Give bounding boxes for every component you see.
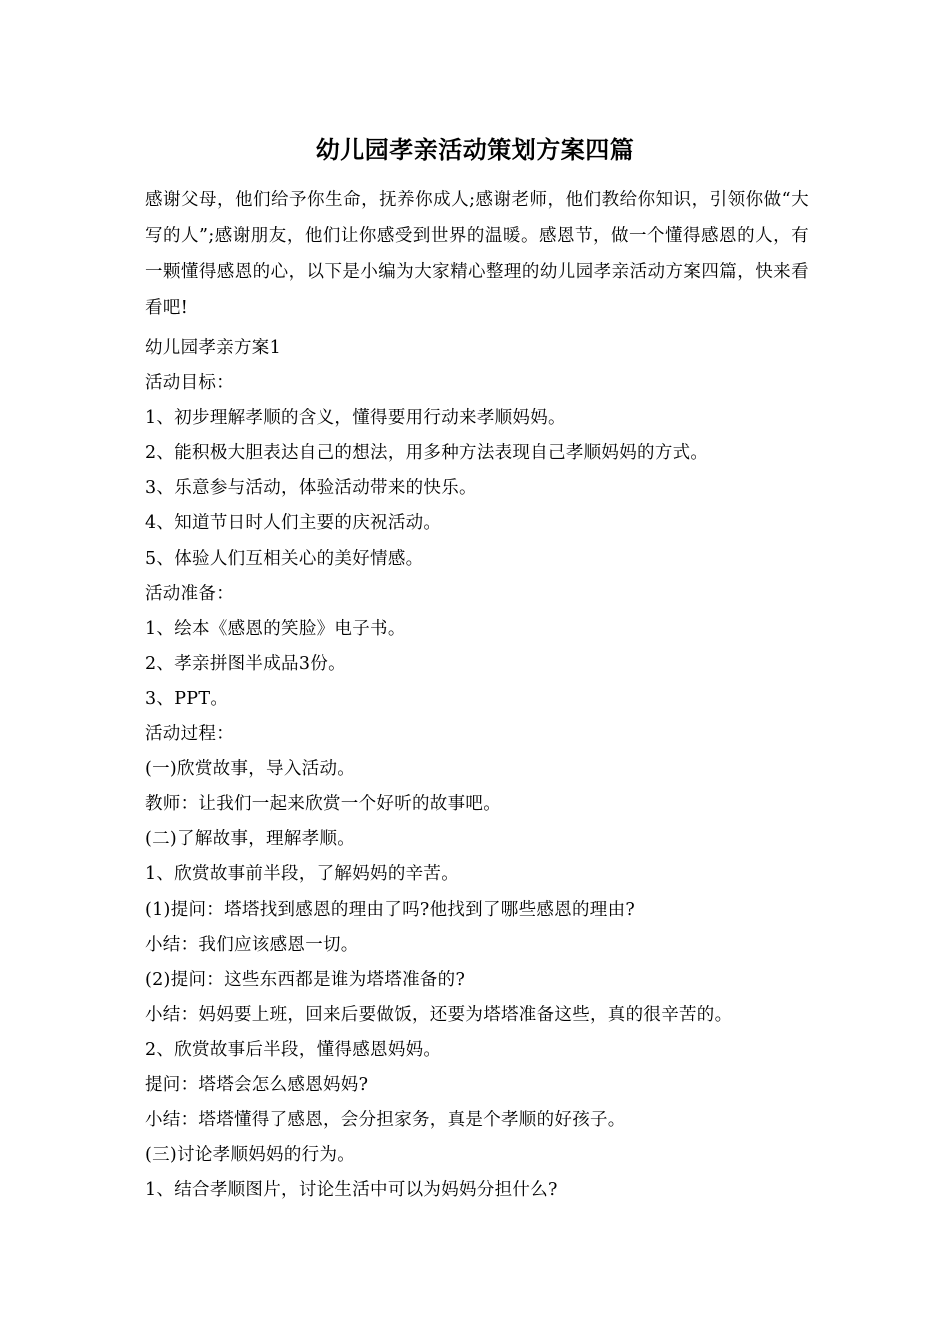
process-line: 提问：塔塔会怎么感恩妈妈? [145, 1074, 369, 1095]
goal-item: 4、知道节日时人们主要的庆祝活动。 [145, 513, 442, 534]
process-line: (1)提问：塔塔找到感恩的理由了吗?他找到了哪些感恩的理由? [145, 899, 636, 920]
section-heading-plan-1: 幼儿园孝亲方案1 [145, 338, 282, 358]
process-line: 2、欣赏故事后半段，懂得感恩妈妈。 [145, 1039, 442, 1060]
process-line: 小结：塔塔懂得了感恩，会分担家务，真是个孝顺的好孩子。 [145, 1110, 626, 1131]
section-label-process: 活动过程： [145, 724, 234, 745]
preparation-item: 1、绘本《感恩的笑脸》电子书。 [145, 618, 406, 639]
process-step-heading: (二)了解故事，理解孝顺。 [145, 829, 356, 850]
section-label-preparation: 活动准备： [145, 583, 234, 604]
process-line: 小结：妈妈要上班，回来后要做饭，还要为塔塔准备这些，真的很辛苦的。 [145, 1004, 733, 1025]
process-line: (2)提问：这些东西都是谁为塔塔准备的? [145, 969, 466, 990]
process-line: 1、欣赏故事前半段，了解妈妈的辛苦。 [145, 864, 460, 885]
document-title: 幼儿园孝亲活动策划方案四篇 [315, 135, 635, 164]
process-step-heading: (一)欣赏故事，导入活动。 [145, 759, 356, 780]
section-label-goals: 活动目标： [145, 373, 234, 394]
goal-item: 3、乐意参与活动，体验活动带来的快乐。 [145, 478, 477, 499]
process-line: 教师：让我们一起来欣赏一个好听的故事吧。 [145, 794, 501, 815]
content-lines [145, 331, 825, 1208]
preparation-item: 2、孝亲拼图半成品3份。 [145, 653, 346, 674]
process-line: 小结：我们应该感恩一切。 [145, 934, 359, 955]
goal-item: 5、体验人们互相关心的美好情感。 [145, 548, 424, 569]
process-line: 1、结合孝顺图片，讨论生活中可以为妈妈分担什么? [145, 1180, 558, 1201]
intro-paragraph: 感谢父母，他们给予你生命，抚养你成人;感谢老师，他们教给你知识，引领你做“大写的人”;感谢朋友，他们让你感受到世界的温暖。感恩节，做一个懂得感恩的人，有一颗懂得感恩的心，以下是小编为大家精心整理的幼儿园孝亲活动方案四篇，快来看看吧! [145, 190, 809, 318]
goal-item: 2、能积极大胆表达自己的想法，用多种方法表现自己孝顺妈妈的方式。 [145, 443, 709, 464]
goal-item: 1、初步理解孝顺的含义，懂得要用行动来孝顺妈妈。 [145, 408, 566, 429]
preparation-item: 3、PPT。 [145, 688, 229, 709]
process-step-heading: (三)讨论孝顺妈妈的行为。 [145, 1145, 356, 1166]
